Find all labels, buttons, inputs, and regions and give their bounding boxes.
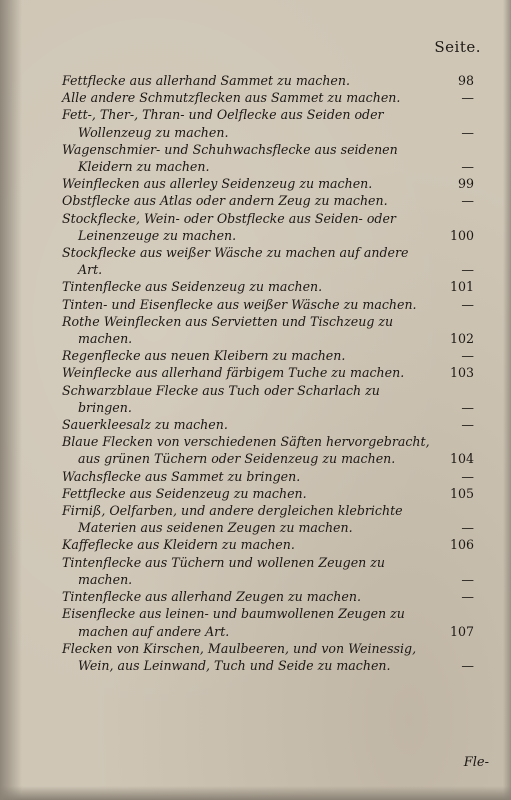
toc-entry <box>62 468 474 485</box>
toc-entry-text: Fettflecke aus Seidenzeug zu machen. <box>62 485 307 501</box>
toc-entry-page-number: 102 <box>449 331 474 347</box>
toc-entry-page-number: — <box>461 348 474 364</box>
toc-entry-text: Stockflecke aus weißer Wäsche zu machen auf andere Art. <box>62 245 409 278</box>
toc-entry-text: Wachsflecke aus Sammet zu bringen. <box>62 468 301 484</box>
toc-entry <box>62 485 474 502</box>
toc-entry-text: Fettflecke aus allerhand Sammet zu machen. <box>62 73 351 88</box>
toc-entry-page-number: — <box>461 159 474 175</box>
toc-entry <box>62 210 474 244</box>
toc-entry-page-number: — <box>461 90 474 106</box>
toc-entry <box>62 433 474 467</box>
toc-entry-text: Eisenflecke aus leinen- und baumwollenen Zeugen zu machen auf andere Art. <box>62 606 405 639</box>
toc-entry <box>62 416 474 433</box>
toc-entry-page-number: — <box>461 520 474 536</box>
toc-entry <box>62 554 474 588</box>
toc-entry-text: Tintenflecke aus Tüchern und wollenen Zeugen zu machen. <box>62 554 386 587</box>
toc-entry-text: Tinten- und Eisenflecke aus weißer Wäsche zu machen. <box>62 296 417 312</box>
toc-entry-text: Blaue Flecken von verschiedenen Säften hervorgebracht, aus grünen Tüchern oder Seidenzeug zu machen. <box>62 434 430 467</box>
toc-entry <box>62 382 474 416</box>
toc-entry-page-number: — <box>461 571 474 587</box>
toc-entry-page-number: — <box>461 262 474 278</box>
toc-entry <box>62 278 474 295</box>
toc-entry-text: Alle andere Schmutzflecken aus Sammet zu machen. <box>62 90 401 106</box>
toc-entry-text: Tintenflecke aus allerhand Zeugen zu machen. <box>62 589 361 605</box>
toc-entry-text: Weinflecken aus allerley Seidenzeug zu machen. <box>62 176 373 192</box>
page-edge-shadow-left <box>0 0 22 800</box>
toc-entry <box>62 175 474 192</box>
toc-entry-page-number: — <box>461 399 474 415</box>
toc-entry-page-number: 106 <box>449 537 474 553</box>
toc-entry-text: Sauerkleesalz zu machen. <box>62 417 228 433</box>
toc-entry-text: Schwarzblaue Flecke aus Tuch oder Scharlach zu bringen. <box>62 382 380 415</box>
toc-entry-page-number: 103 <box>449 365 474 381</box>
toc-entry <box>62 347 474 364</box>
toc-entry <box>62 89 474 106</box>
page-edge-shadow-bottom <box>0 786 511 800</box>
toc-entry <box>62 106 474 140</box>
toc-entry-text: Tintenflecke aus Seidenzeug zu machen. <box>62 279 323 295</box>
toc-entry-text: Stockflecke, Wein- oder Obstflecke aus Seiden- oder Leinenzeuge zu machen. <box>62 210 396 243</box>
toc-entry <box>62 364 474 381</box>
toc-entry-page-number: 107 <box>449 623 474 639</box>
page-edge-shadow-right <box>503 0 511 800</box>
toc-entry <box>62 588 474 605</box>
toc-entry-page-number: — <box>461 124 474 140</box>
toc-entry <box>62 141 474 175</box>
toc-entry <box>62 296 474 313</box>
toc-entry-text: Wagenschmier- und Schuhwachsflecke aus seidenen Kleidern zu machen. <box>62 141 398 175</box>
toc-entry-page-number: — <box>461 296 474 312</box>
toc-entry-text: Kaffeflecke aus Kleidern zu machen. <box>62 537 295 553</box>
toc-entry-page-number: 105 <box>449 485 474 501</box>
toc-entry <box>62 536 474 553</box>
table-of-contents <box>62 72 474 674</box>
toc-entry-text: Regenflecke aus neuen Kleibern zu machen. <box>62 348 346 364</box>
toc-entry <box>62 313 474 347</box>
toc-entry-text: Rothe Weinflecken aus Servietten und Tischzeug zu machen. <box>62 313 394 347</box>
toc-entry <box>62 192 474 209</box>
toc-entry-page-number: — <box>461 589 474 605</box>
toc-entry <box>62 72 474 89</box>
toc-entry-text: Weinflecke aus allerhand färbigem Tuche zu machen. <box>62 365 405 381</box>
toc-entry-page-number: 104 <box>449 451 474 467</box>
toc-entry-text: Firniß, Oelfarben, und andere dergleichen klebrichte Materien aus seidenen Zeugen zu machen. <box>62 503 403 536</box>
catchword: Fle- <box>463 755 489 770</box>
toc-entry <box>62 502 474 536</box>
toc-entry <box>62 244 474 278</box>
toc-entry-text: Flecken von Kirschen, Maulbeeren, und von Weinessig, Wein, aus Leinwand, Tuch und Seide zu machen. <box>62 640 417 673</box>
page-column-header: Seite. <box>434 38 481 56</box>
toc-entry-page-number: — <box>461 417 474 433</box>
toc-entry-page-number: 99 <box>457 176 474 192</box>
toc-entry-text: Fett-, Ther-, Thran- und Oelflecke aus Seiden oder Wollenzeug zu machen. <box>62 107 384 140</box>
toc-entry-text: Obstflecke aus Atlas oder andern Zeug zu machen. <box>62 193 388 209</box>
toc-entry <box>62 605 474 639</box>
toc-entry-page-number: 101 <box>449 279 474 295</box>
toc-entry-page-number: — <box>461 657 474 673</box>
toc-entry-page-number: 100 <box>449 227 474 243</box>
toc-entry-page-number: — <box>461 468 474 484</box>
toc-entry-page-number: — <box>461 193 474 209</box>
toc-entry-page-number: 98 <box>457 73 474 88</box>
toc-entry <box>62 640 474 674</box>
